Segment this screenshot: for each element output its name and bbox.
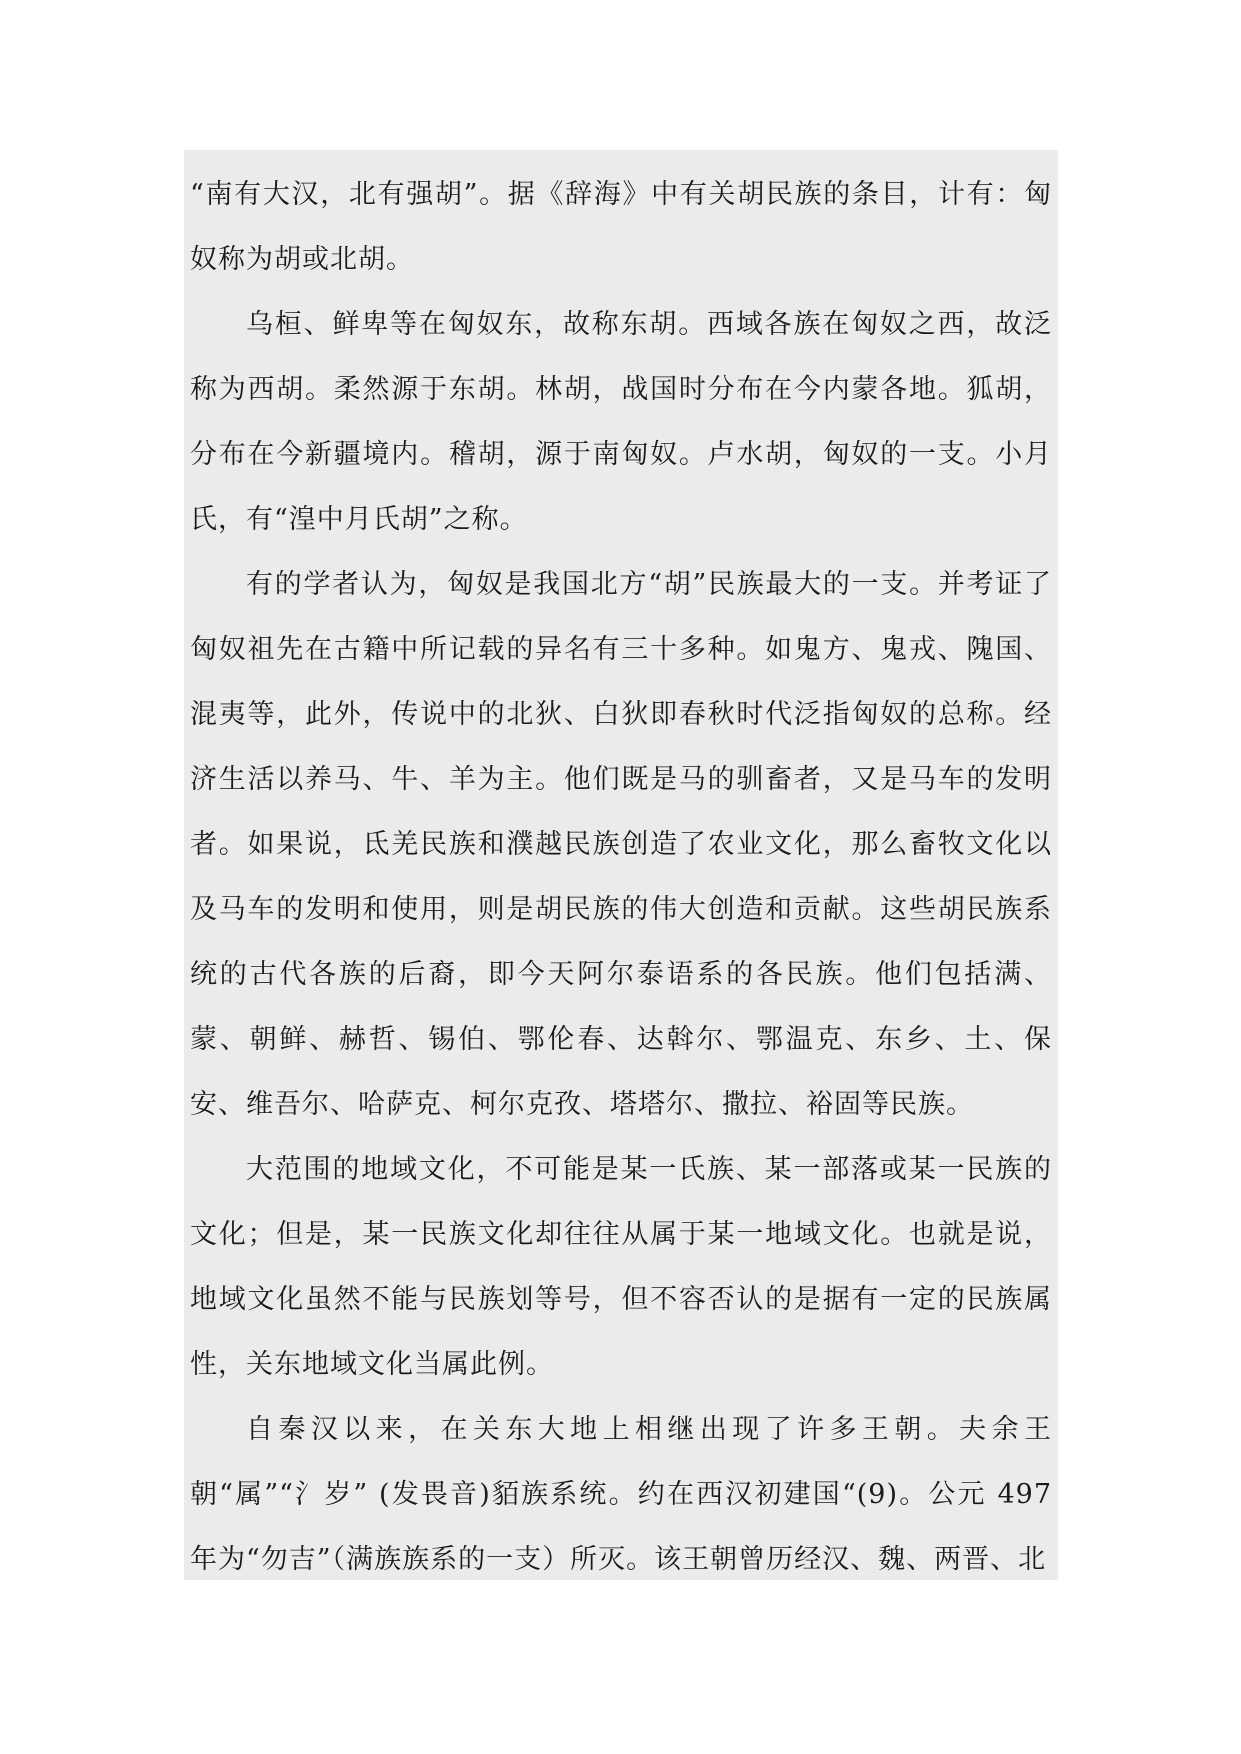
document-text-block [184, 150, 1058, 1580]
paragraph-5: 自秦汉以来，在关东大地上相继出现了许多王朝。夫余王朝“属”“氵岁” (发畏音)貊族系统。约在西汉初建国“(9)。公元 497 年为“勿吉”（满族族系的一支）所灭。该王朝曾历经汉、魏、两晋、北 [190, 1414, 1052, 1575]
paragraph-1: “南有大汉，北有强胡”。据《辞海》中有关胡民族的条目，计有：匈奴称为胡或北胡。 [190, 179, 1052, 275]
paragraph-2: 乌桓、鲜卑等在匈奴东，故称东胡。西域各族在匈奴之西，故泛称为西胡。柔然源于东胡。林胡，战国时分布在今内蒙各地。狐胡，分布在今新疆境内。稽胡，源于南匈奴。卢水胡，匈奴的一支。小月氏，有“湟中月氏胡”之称。 [190, 309, 1052, 535]
paragraph-3: 有的学者认为，匈奴是我国北方“胡”民族最大的一支。并考证了匈奴祖先在古籍中所记载的异名有三十多种。如鬼方、鬼戎、隗国、混夷等，此外，传说中的北狄、白狄即春秋时代泛指匈奴的总称。经济生活以养马、牛、羊为主。他们既是马的驯畜者，又是马车的发明者。如果说，氐羌民族和濮越民族创造了农业文化，那么畜牧文化以及马车的发明和使用，则是胡民族的伟大创造和贡献。这些胡民族系统的古代各族的后裔，即今天阿尔泰语系的各民族。他们包括满、蒙、朝鲜、赫哲、锡伯、鄂伦春、达斡尔、鄂温克、东乡、土、保安、维吾尔、哈萨克、柯尔克孜、塔塔尔、撒拉、裕固等民族。 [190, 569, 1052, 1120]
paragraph-4: 大范围的地域文化，不可能是某一氏族、某一部落或某一民族的文化；但是，某一民族文化却往往从属于某一地域文化。也就是说，地域文化虽然不能与民族划等号，但不容否认的是据有一定的民族属性，关东地域文化当属此例。 [190, 1154, 1052, 1380]
